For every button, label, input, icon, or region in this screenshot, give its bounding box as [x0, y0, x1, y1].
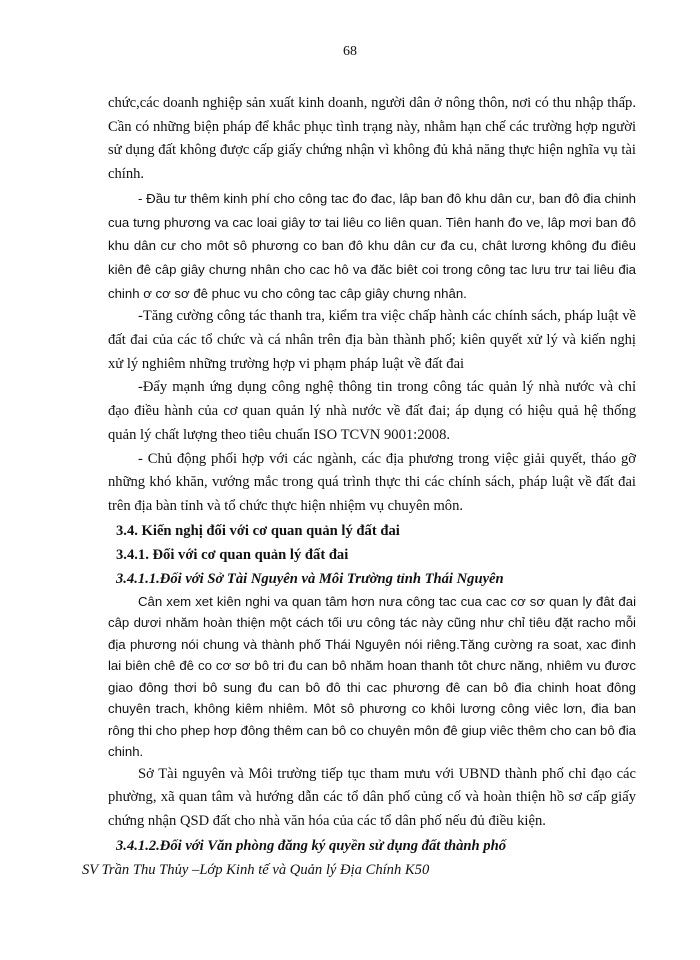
paragraph-inspection: -Tăng cường công tác thanh tra, kiểm tra việc chấp hành các chính sách, pháp luật về đất đai của các tổ chức và cá nhân trên địa bàn thành phố; kiên quyết xử lý và kiến nghị xử lý nghiêm những trường hợp vi phạm pháp luật về đất đai: [108, 308, 636, 372]
paragraph-it-application: -Đẩy mạnh ứng dụng công nghệ thông tin trong công tác quản lý nhà nước và chỉ đạo điều hành của cơ quan quản lý nhà nước về đất đai; áp dụng có hiệu quả hệ thống quản lý chất lượng theo tiêu chuẩn ISO TCVN 9001:2008.: [108, 379, 636, 443]
heading-3-4-1: 3.4.1. Đối với cơ quan quản lý đất đai: [116, 546, 349, 563]
page-footer: SV Trần Thu Thủy –Lớp Kinh tế và Quản lý Địa Chính K50: [82, 862, 430, 878]
heading-3-4-1-1: 3.4.1.1.Đối với Sở Tài Nguyên và Môi Trường tỉnh Thái Nguyên: [116, 570, 504, 587]
paragraph-department: Sở Tài nguyên và Môi trường tiếp tục tham mưu với UBND thành phố chỉ đạo các phường, xã quan tâm và hướng dẫn các tổ dân phố củng cố và hoàn thiện hồ sơ cấp giấy chứng nhận QSD đất cho nhà văn hóa của các tổ dân phố nếu đủ điều kiện.: [108, 765, 636, 830]
paragraph-funding: - Đầu tư thêm kinh phí cho công tac đo đac, lâp ban đô khu dân cư, ban đô đia chinh cua tưng phương va cac loai giây tơ tai liêu co liên quan. Tiên hanh đo ve, lâp mơi ban đô khu dân cư cho môt sô phương co ban đô khu dân cư đa cu, chât lương không đu điêu kiên đê câp giây chưng nhân cho cac hô va đăc biêt coi trong công tac lưu trư tai liêu đia chinh ơ cơ sơ đê phuc vu cho công tac câp giây chưng nhân.: [108, 190, 636, 301]
paragraph-continuation: chức,các doanh nghiệp sản xuất kinh doanh, người dân ở nông thôn, nơi có thu nhập thấp. Cần có những biện pháp để khắc phục tình trạng này, nhằm hạn chế các trường hợp người sử dụng đất không được cấp giấy chứng nhận vì không đủ khả năng thực hiện nghĩa vụ tài chính.: [108, 95, 636, 183]
paragraph-coordination: - Chủ động phối hợp với các ngành, các địa phương trong việc giải quyết, tháo gỡ những khó khăn, vướng mắc trong quá trình thực thi các chính sách, pháp luật về đất đai trên địa bàn tỉnh và tổ chức thực hiện nhiệm vụ chuyên môn.: [108, 450, 636, 514]
page-number: 68: [343, 44, 357, 59]
paragraph-recommendation: Cân xem xet kiên nghi va quan tâm hơn nưa công tac cua cac cơ sơ quan ly đât đai câp dươi nhăm hoàn thiện một cách tối ưu công tác này cũng như chỉ tiêu đặt racho mỗi địa phương nói chung và thành phố Thái Nguyên nói riêng.Tăng cường ra soat, xac đinh lai biên chê đê co cơ sơ bô tri đu can bô nhăm hoan thanh tôt chưc năng, nhiêm vu đươc giao đông thơi bô sung đu can bô đô thi cac phương đê can bô đia chinh hoat đông chuyên trach, không kiêm nhiêm. Môt sô phương co khôi lương công viêc lơn, đia ban rông thi cho phep hơp đông thêm can bô co chuyên môn đê giup viêc thêm cho can bô đia chinh.: [108, 593, 636, 760]
heading-3-4: 3.4. Kiến nghị đối với cơ quan quản lý đất đai: [116, 522, 400, 539]
heading-3-4-1-2: 3.4.1.2.Đối với Văn phòng đăng ký quyền sử dụng đất thành phố: [116, 837, 507, 854]
page-body: [108, 92, 636, 858]
